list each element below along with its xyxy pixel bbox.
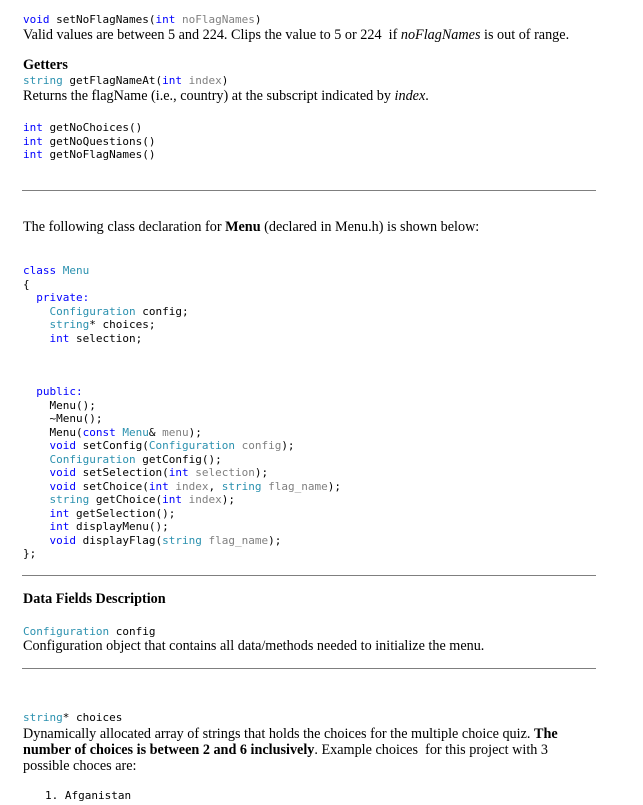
method: setSelection( <box>76 466 169 479</box>
class-public-code <box>23 385 341 561</box>
paren: ) <box>254 13 262 26</box>
param-name: index <box>168 479 209 493</box>
punct: , <box>208 479 222 493</box>
keyword: int <box>23 121 43 134</box>
type: string <box>23 711 63 724</box>
param-name: flag_name <box>261 479 328 493</box>
type: Configuration <box>23 625 110 638</box>
code-line <box>23 520 341 534</box>
desc-emphasis: noFlagNames <box>400 27 481 43</box>
type: string <box>221 479 262 493</box>
keyword: void <box>49 439 76 452</box>
code-line <box>23 466 341 480</box>
section-divider <box>22 575 596 576</box>
access-specifier: public: <box>36 385 83 398</box>
keyword: void <box>49 466 76 479</box>
intro-class-name: Menu <box>225 219 261 235</box>
getter-signature-list <box>23 121 155 162</box>
method: ~Menu(); <box>49 412 103 425</box>
field-choices-signature <box>23 711 122 725</box>
method-name: getFlagNameAt( <box>62 74 163 87</box>
method-name: getNoFlagNames() <box>42 148 156 161</box>
keyword: int <box>155 13 176 26</box>
signature-setNoFlagNames <box>23 13 261 27</box>
keyword: void <box>23 13 50 26</box>
class-declaration-code <box>23 264 189 345</box>
keyword: int <box>23 134 43 148</box>
keyword: int <box>49 331 70 345</box>
description-setNoFlagNames <box>23 27 569 44</box>
desc-emphasis: index <box>394 88 426 104</box>
punct: & <box>148 425 163 439</box>
punct: ); <box>221 493 235 506</box>
access-specifier: private: <box>36 291 90 304</box>
keyword: void <box>49 479 76 493</box>
desc-text: . <box>425 88 429 104</box>
keyword: int <box>162 493 182 506</box>
code-line <box>23 332 189 346</box>
code-line <box>23 278 189 292</box>
field-name: * choices; <box>89 318 156 331</box>
field-name: config <box>109 625 156 638</box>
brace: { <box>23 277 30 291</box>
method-name: getNoChoices() <box>42 121 143 134</box>
code-line <box>23 305 189 319</box>
method: displayFlag( <box>76 533 163 547</box>
param-name: index <box>181 74 222 87</box>
code-line <box>23 507 341 521</box>
keyword: const <box>82 425 116 439</box>
punct: ); <box>254 466 269 479</box>
brace: }; <box>23 547 37 560</box>
method-name: setNoFlagNames( <box>49 13 156 26</box>
method: getSelection(); <box>69 506 176 520</box>
keyword: int <box>168 466 189 479</box>
desc-strong: The <box>533 726 558 742</box>
keyword: class <box>23 264 57 277</box>
code-line <box>23 439 341 453</box>
field-choices-desc-line3: possible choces are: <box>23 758 137 774</box>
menu-intro <box>23 219 479 236</box>
type: string <box>49 318 90 331</box>
type: Configuration <box>49 452 136 466</box>
keyword: int <box>162 74 182 87</box>
code-line <box>23 480 341 494</box>
method: setConfig( <box>76 439 149 452</box>
desc-strong: number of choices is between 2 and 6 inclusively <box>23 742 315 758</box>
code-line <box>23 493 341 507</box>
field-config-signature <box>23 625 155 639</box>
getter-signature <box>23 121 155 135</box>
class-name: Menu <box>56 264 90 277</box>
method-name: getNoQuestions() <box>42 134 156 148</box>
type: Configuration <box>49 304 136 318</box>
code-line <box>23 264 189 278</box>
desc-text: . Example choices for this project with 3 <box>314 742 549 758</box>
getters-heading: Getters <box>23 57 68 73</box>
param-name: config <box>234 439 282 452</box>
keyword: void <box>49 533 76 547</box>
field-config-description: Configuration object that contains all data/methods needed to initialize the menu. <box>23 638 485 654</box>
description-getFlagNameAt <box>23 88 429 105</box>
example-choice-item: 1. Afganistan <box>45 789 132 802</box>
punct: ); <box>268 533 282 547</box>
param-name: selection <box>188 466 255 479</box>
method: getChoice( <box>89 493 163 506</box>
punct: ); <box>281 439 295 452</box>
type: string <box>49 493 90 506</box>
desc-text: is out of range. <box>480 27 570 43</box>
field-choices-desc-line1 <box>23 726 558 743</box>
method: displayMenu(); <box>69 520 169 533</box>
field-name: selection; <box>69 331 143 345</box>
field-choices-desc-line2 <box>23 742 548 759</box>
code-line <box>23 412 341 426</box>
keyword: int <box>49 506 70 520</box>
param-name: menu <box>162 425 189 439</box>
field-name: * choices <box>62 711 123 724</box>
intro-text: The following class declaration for <box>23 219 226 235</box>
param-name: flag_name <box>201 533 269 547</box>
code-line <box>23 547 341 561</box>
param-name: index <box>181 493 222 506</box>
intro-text: (declared in Menu.h) is shown below: <box>260 219 480 235</box>
method: getConfig(); <box>135 452 222 466</box>
type: Menu <box>115 425 149 439</box>
method: Menu(); <box>49 398 96 412</box>
desc-text: Valid values are between 5 and 224. Clips the value to 5 or 224 if <box>23 27 401 43</box>
code-line <box>23 426 341 440</box>
keyword: int <box>49 520 70 533</box>
type: Configuration <box>148 439 235 452</box>
keyword: int <box>148 479 169 493</box>
section-divider <box>22 668 596 669</box>
paren: ) <box>221 74 229 87</box>
data-fields-heading: Data Fields Description <box>23 591 166 607</box>
signature-getFlagNameAt <box>23 74 228 88</box>
desc-text: Returns the flagName (i.e., country) at the subscript indicated by <box>23 88 395 104</box>
code-line <box>23 318 189 332</box>
type: string <box>23 74 63 87</box>
getter-signature <box>23 148 155 162</box>
code-line <box>23 453 341 467</box>
punct: ); <box>188 425 202 439</box>
param-name: noFlagNames <box>175 13 255 26</box>
getter-signature <box>23 135 155 149</box>
desc-text: Dynamically allocated array of strings that holds the choices for the multiple choice quiz. <box>23 726 534 742</box>
type: string <box>162 533 202 547</box>
field-name: config; <box>135 304 189 318</box>
method: setChoice( <box>76 479 149 493</box>
section-divider <box>22 190 596 191</box>
code-line <box>23 399 341 413</box>
code-line <box>23 291 189 305</box>
code-line <box>23 385 341 399</box>
method: Menu( <box>49 425 83 439</box>
code-line <box>23 534 341 548</box>
punct: ); <box>327 479 341 493</box>
keyword: int <box>23 148 43 161</box>
